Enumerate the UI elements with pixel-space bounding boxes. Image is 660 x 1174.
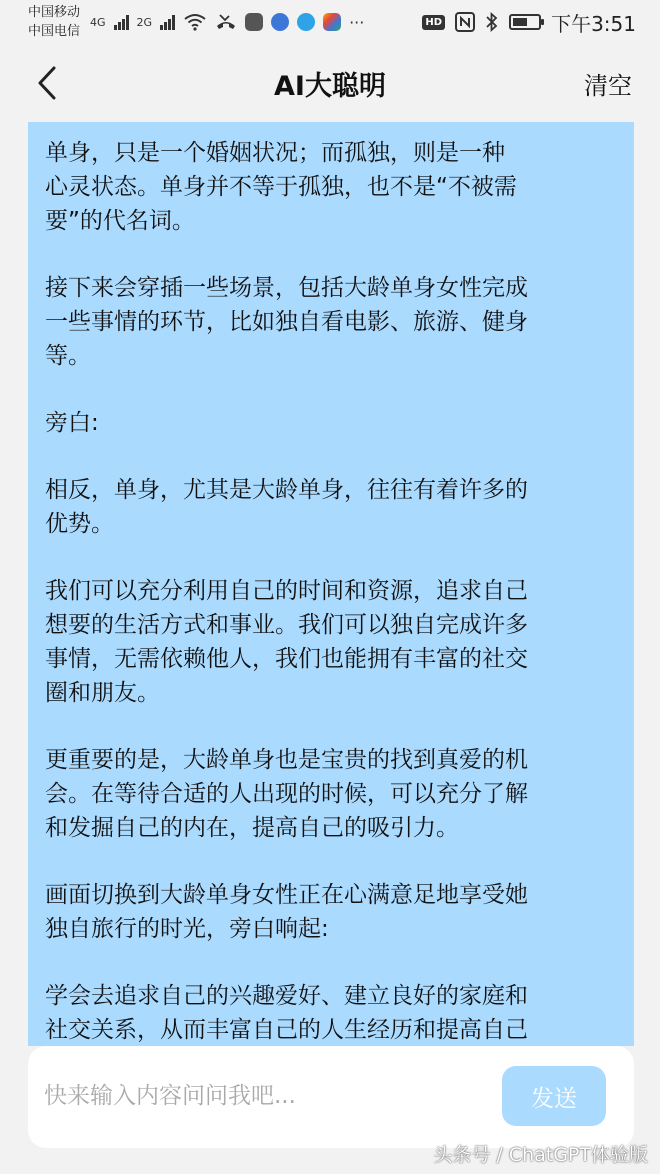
message-paragraph: 接下来会穿插一些场景，包括大龄单身女性完成 一些事情的环节，比如独自看电影、旅游、健身 等。 — [45, 275, 528, 369]
app-icon-4 — [323, 13, 341, 31]
clear-button[interactable]: 清空 — [584, 72, 632, 100]
input-bar — [28, 1046, 634, 1148]
message-paragraph: 学会去追求自己的兴趣爱好、建立良好的家庭和 社交关系，从而丰富自己的人生经历和提高自己 — [45, 983, 528, 1043]
ai-message-bubble — [28, 122, 634, 1046]
more-icon: ··· — [349, 12, 365, 32]
status-time: 下午3:51 — [551, 11, 636, 36]
watermark: 头条号 / ChatGPT体验版 — [433, 1144, 648, 1166]
net-type-2: 2G — [136, 15, 153, 29]
signal-icon-2 — [160, 14, 175, 30]
signal-icon — [114, 14, 129, 30]
message-paragraph: 更重要的是，大龄单身也是宝贵的找到真爱的机 会。在等待合适的人出现的时候，可以充分了解 和发掘自己的内在，提高自己的吸引力。 — [45, 747, 528, 841]
message-paragraph: 相反，单身，尤其是大龄单身，往往有着许多的 优势。 — [45, 477, 528, 537]
page-title: AI大聪明 — [274, 71, 386, 102]
app-icon-3 — [297, 13, 315, 31]
net-type-1: 4G — [90, 15, 106, 29]
battery-icon — [509, 14, 541, 30]
status-icons-right — [422, 8, 636, 36]
nav-header — [0, 44, 660, 122]
app-icon-1 — [245, 13, 263, 31]
hd-badge: HD — [422, 15, 445, 30]
chat-area[interactable] — [0, 122, 660, 1046]
message-paragraph: 画面切换到大龄单身女性正在心满意足地享受她 独自旅行的时光，旁白响起: — [45, 882, 528, 942]
status-bar — [0, 0, 660, 44]
message-input[interactable] — [44, 1068, 494, 1124]
status-icons-left — [90, 10, 364, 34]
carrier-2: 中国电信 — [28, 24, 81, 39]
send-button[interactable]: 发送 — [502, 1066, 606, 1126]
carrier-1: 中国移动 — [28, 5, 81, 20]
carrier-info — [28, 3, 80, 41]
message-paragraph: 旁白: — [45, 410, 99, 436]
message-paragraph: 我们可以充分利用自己的时间和资源，追求自己 想要的生活方式和事业。我们可以独自完成许多 事情，无需依赖他人，我们也能拥有丰富的社交 圈和朋友。 — [45, 578, 528, 706]
nfc-icon — [455, 12, 475, 32]
wifi-icon — [183, 13, 207, 31]
bluetooth-icon — [485, 11, 499, 33]
app-icon-2 — [271, 13, 289, 31]
message-paragraph: 单身，只是一个婚姻状况；而孤独，则是一种 心灵状态。单身并不等于孤独，也不是“不被需 要”的代名词。 — [45, 140, 517, 234]
missed-call-icon — [215, 12, 237, 32]
